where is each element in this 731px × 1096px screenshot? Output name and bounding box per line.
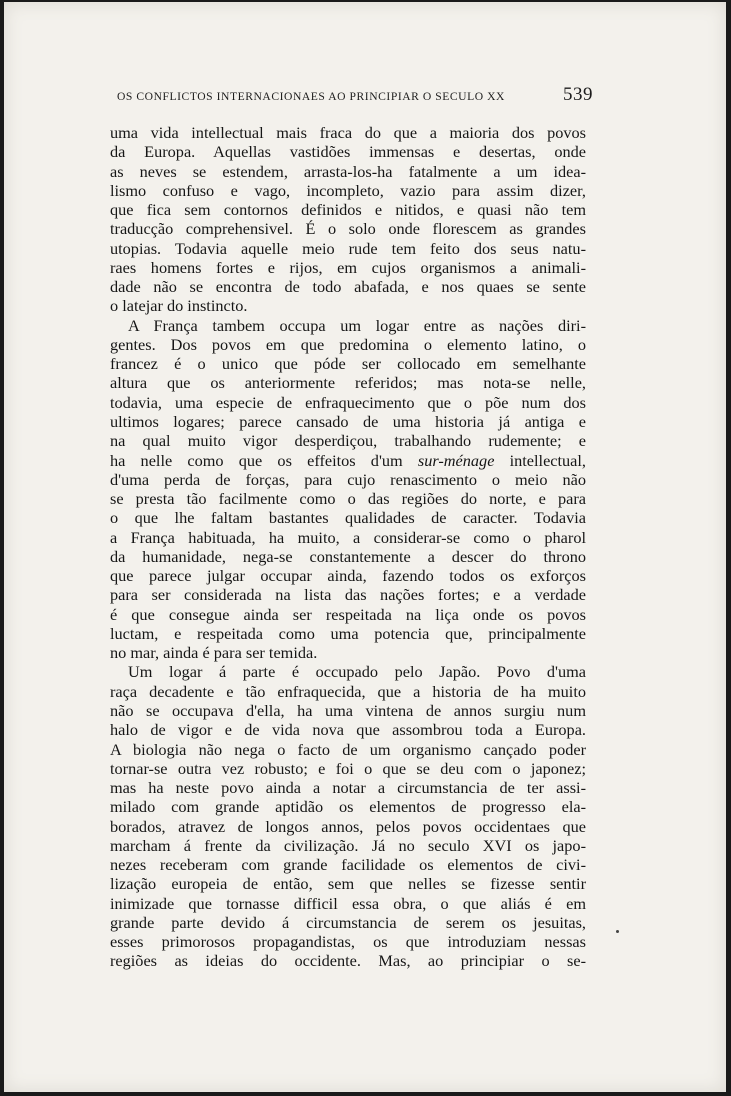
text-line: inimizade que tornasse difficil essa obra, o que aliás é em — [110, 893, 586, 913]
text-line: mas ha neste povo ainda a notar a circumstancia de ter assi- — [110, 778, 586, 798]
text-line: tornar-se outra vez robusto; e foi o que se deu com o japonez; — [110, 758, 586, 778]
paragraph-1 — [110, 123, 586, 316]
text-line: as neves se estendem, arrasta-los-ha fatalmente a um idea- — [110, 161, 586, 181]
text-line: no mar, ainda é para ser temida. — [110, 643, 318, 663]
text-line: altura que os anteriormente referidos; mas nota-se nelle, — [110, 373, 586, 393]
text-line: ultimos logares; parece cansado de uma historia já antiga e — [110, 411, 586, 431]
paragraph-3 — [110, 662, 586, 970]
page-number: 539 — [563, 84, 593, 105]
text-line: francez é o unico que póde ser collocado em semelhante — [110, 354, 586, 374]
text-line: que fica sem contornos definidos e nitidos, e quasi não tem — [110, 200, 586, 220]
text-line: todavia, uma especie de enfraquecimento que o põe num dos — [110, 392, 586, 412]
text-line: a França habituada, ha muito, a considerar-se como o pharol — [110, 527, 586, 547]
paper-speck — [616, 930, 619, 933]
running-head: OS CONFLICTOS INTERNACIONAES AO PRINCIPIAR O SECULO XX — [117, 90, 505, 103]
text-line: traducção comprehensivel. É o solo onde florescem as grandes — [110, 219, 586, 239]
text-line: para ser considerada na lista das nações fortes; e a verdade — [110, 585, 586, 605]
paragraph-2 — [110, 316, 586, 663]
text-line: na qual muito vigor desperdiçou, trabalhando rudemente; e — [110, 431, 586, 451]
text-line: luctam, e respeitada como uma potencia que, principalmente — [110, 623, 586, 643]
text-line: halo de vigor e de vida nova que assombrou toda a Europa. — [110, 720, 586, 740]
book-page — [4, 2, 726, 1092]
text-line: o latejar do instincto. — [110, 296, 248, 316]
text-line: borados, atravez de longos annos, pelos povos occidentaes que — [110, 816, 586, 836]
text-line: o que lhe faltam bastantes qualidades de caracter. Todavia — [110, 508, 586, 528]
text-line: marcham á frente da civilização. Já no seculo XVI os japo- — [110, 835, 586, 855]
text-line: uma vida intellectual mais fraca do que a maioria dos povos — [110, 123, 586, 142]
text-line: da humanidade, nega-se constantemente a descer do throno — [110, 546, 586, 566]
body-text — [110, 123, 586, 971]
text-line: Um logar á parte é occupado pelo Japão. Povo d'uma — [128, 662, 586, 682]
text-line: A biologia não nega o facto de um organismo cançado poder — [110, 739, 586, 759]
italic-term: sur-ménage — [417, 450, 495, 470]
text-line: utopias. Todavia aquelle meio rude tem feito dos seus natu- — [110, 238, 586, 258]
text-line: não se occupava d'ella, ha uma vintena de annos surgiu num — [110, 700, 586, 720]
text-line: lização europeia de então, sem que nelles se fizesse sentir — [110, 874, 586, 894]
text-line: nezes receberam com grande facilidade os elementos de civi- — [110, 855, 586, 875]
text-line: milado com grande aptidão os elementos de progresso ela- — [110, 797, 586, 817]
text-line: esses primorosos propagandistas, os que introduziam nessas — [110, 932, 586, 952]
text-line-italic-term: ha nelle como que os effeitos d'um sur-ménage intellectual, — [110, 450, 586, 470]
text-line: dade não se encontra de todo abafada, e nos quaes se sente — [110, 277, 586, 297]
text-line: gentes. Dos povos em que predomina o elemento latino, o — [110, 334, 586, 354]
page-header — [117, 84, 593, 106]
text-line: raça decadente e tão enfraquecida, que a historia de ha muito — [110, 681, 586, 701]
text-line: lismo confuso e vago, incompleto, vazio para assim dizer, — [110, 180, 586, 200]
text-line: se presta tão facilmente como o das regiões do norte, e para — [110, 489, 586, 509]
text-line: que parece julgar occupar ainda, fazendo todos os exforços — [110, 566, 586, 586]
text-line: raes homens fortes e rijos, em cujos organismos a animali- — [110, 257, 586, 277]
text-line: regiões as ideias do occidente. Mas, ao principiar o se- — [110, 951, 586, 971]
text-line: A França tambem occupa um logar entre as nações diri- — [128, 315, 586, 335]
text-line: é que consegue ainda ser respeitada na liça onde os povos — [110, 604, 586, 624]
text-line: da Europa. Aquellas vastidões immensas e desertas, onde — [110, 142, 586, 162]
text-line: d'uma perda de forças, para cujo renascimento o meio não — [110, 469, 586, 489]
text-line: grande parte devido á circumstancia de serem os jesuitas, — [110, 912, 586, 932]
